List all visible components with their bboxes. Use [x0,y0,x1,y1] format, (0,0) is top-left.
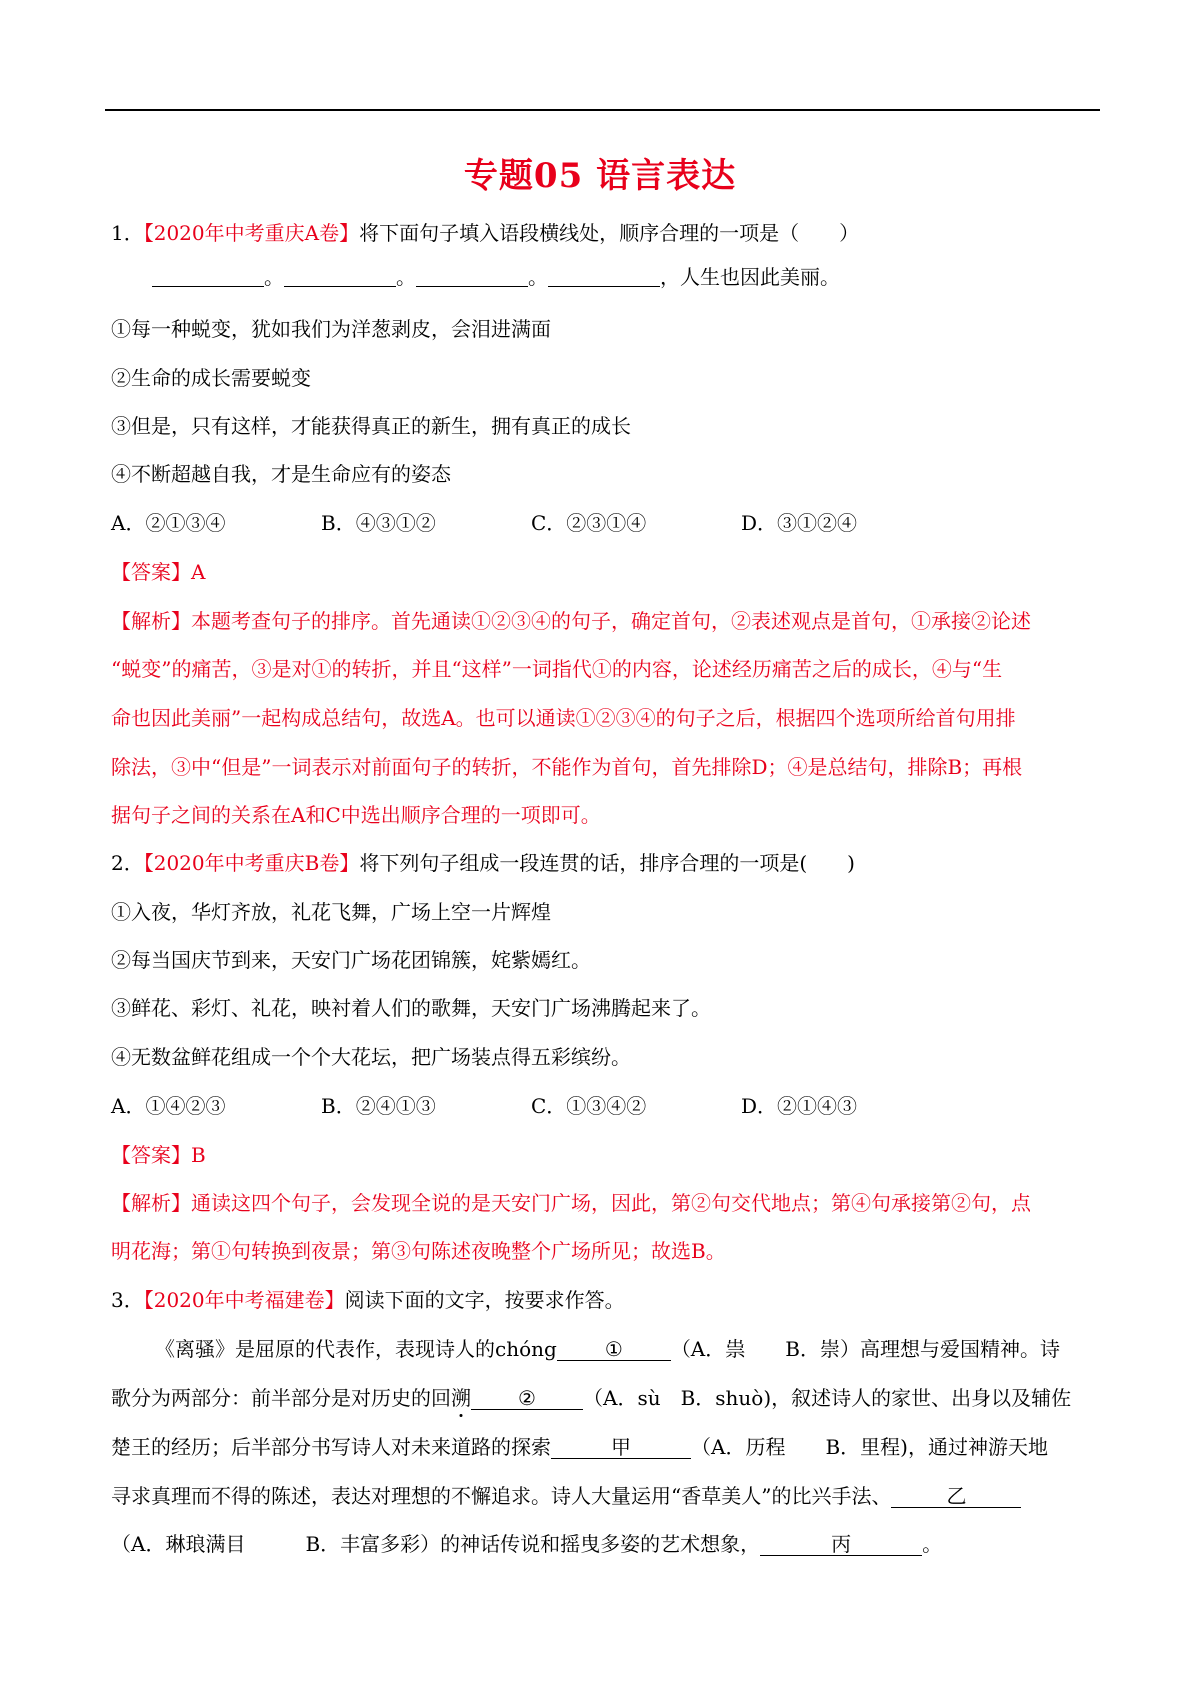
q1-sentence-3: ③但是，只有这样，才能获得真正的新生，拥有真正的成长 [111,414,631,438]
q2-sentence-2: ②每当国庆节到来，天安门广场花团锦簇，姹紫嫣红。 [111,948,591,972]
q1-analysis-line-5: 据句子之间的关系在A和C中选出顺序合理的一项即可。 [111,803,601,827]
q3-passage-text: 《离骚》是屈原的代表作，表现诗人的chóng [155,1337,557,1361]
q3-passage-line-5 [111,1533,942,1556]
q2-number: 2． [111,851,144,875]
q1-option-c: C．②③①④ [531,511,647,535]
q3-passage-line-3 [111,1436,1048,1459]
q1-blank [416,268,528,287]
q3-fill-blank-bing: 丙 [760,1533,922,1556]
q1-stem-line [111,223,859,243]
q1-blank [284,268,396,287]
q1-blank-tail: ，人生也因此美丽。 [660,265,840,289]
q1-analysis-line-1 [111,611,1031,631]
q2-options [111,1096,857,1116]
q3-passage-text: 歌分为两部分：前半部分是对历史的回 [111,1386,451,1410]
q2-stem: 将下列句子组成一段连贯的话，排序合理的一项是( ) [359,851,855,875]
q2-analysis-line-2: 明花海；第①句转换到夜景；第③句陈述夜晚整个广场所见；故选B。 [111,1239,726,1263]
q3-passage-text: （A．sù B．shuò)，叙述诗人的家世、出身以及辅佐 [583,1386,1072,1410]
q2-analysis-label: 【解析】 [111,1191,191,1215]
q1-answer-label: 【答案】 [111,560,191,584]
q1-option-d: D．③①②④ [741,511,858,535]
q3-passage-text: （A．琳琅满目 B．丰富多彩）的神话传说和摇曳多姿的艺术想象， [111,1532,761,1556]
q1-analysis-line-2: “蜕变”的痛苦，③是对①的转折，并且“这样”一词指代①的内容，论述经历痛苦之后的成长，④与“生 [111,657,1003,681]
page-title: 专题05 语言表达 [463,156,737,196]
q1-source: 【2020年中考重庆A卷】 [143,221,360,245]
q2-source: 【2020年中考重庆B卷】 [143,851,360,875]
q3-passage-text: （A．历程 B．里程)，通过神游天地 [691,1435,1048,1459]
q1-blank-sep: 。 [396,265,416,289]
q3-emphasized-char: 溯 [451,1386,471,1410]
q3-passage-text: （A．祟 B．崇）高理想与爱国精神。诗 [670,1337,1060,1361]
q2-answer-value: B [191,1143,206,1167]
q2-analysis-text: 通读这四个句子，会发现全说的是天安门广场，因此，第②句交代地点；第④句承接第②句，点 [191,1191,1031,1215]
q1-option-b: B．④③①② [321,511,436,535]
q1-blank [548,268,660,287]
q3-stem: 阅读下面的文字，按要求作答。 [344,1288,625,1312]
header-rule [105,109,1100,111]
q1-answer-value: A [191,560,206,584]
q3-passage-line-4 [111,1485,1021,1508]
q2-option-c: C．①③④② [531,1094,647,1118]
q1-sentence-2: ②生命的成长需要蜕变 [111,366,311,390]
q3-passage-text: 。 [922,1532,943,1556]
q1-analysis-line-3: 命也因此美丽”一起构成总结句，故选A。也可以通读①②③④的句子之后，根据四个选项所给首句用排 [111,706,1016,730]
q2-sentence-1: ①入夜，华灯齐放，礼花飞舞，广场上空一片辉煌 [111,900,551,924]
q1-analysis-line-4: 除法，③中“但是”一词表示对前面句子的转折，不能作为首句，首先排除D；④是总结句，排除B；再根 [111,755,1023,779]
q2-sentence-4: ④无数盆鲜花组成一个个大花坛，把广场装点得五彩缤纷。 [111,1045,631,1069]
q3-source: 【2020年中考福建卷】 [143,1288,345,1312]
q3-fill-blank-yi: 乙 [891,1485,1021,1508]
q2-answer-label: 【答案】 [111,1143,191,1167]
q1-number: 1． [111,221,144,245]
q3-number: 3． [111,1288,144,1312]
q3-stem-line [111,1290,625,1310]
q1-answer [111,562,205,582]
q3-fill-blank-2: ② [471,1387,583,1410]
q1-analysis-text: 本题考查句子的排序。首先通读①②③④的句子，确定首句，②表述观点是首句，①承接②论述 [191,609,1031,633]
q2-option-a: A．①④②③ [111,1094,226,1118]
q2-option-b: B．②④①③ [321,1094,436,1118]
q2-answer [111,1145,206,1165]
q1-analysis-label: 【解析】 [111,609,191,633]
q1-blank-line [152,267,840,287]
q3-passage-line-2 [111,1387,1071,1410]
q1-blank-sep: 。 [264,265,284,289]
q2-analysis-line-1 [111,1193,1031,1213]
q1-sentence-1: ①每一种蜕变，犹如我们为洋葱剥皮，会泪进满面 [111,317,551,341]
q3-fill-blank-1: ① [557,1338,671,1361]
q1-stem: 将下面句子填入语段横线处，顺序合理的一项是（ ） [359,221,860,245]
q2-stem-line [111,853,855,873]
q3-passage-text: 楚王的经历；后半部分书写诗人对未来道路的探索 [111,1435,551,1459]
q2-option-d: D．②①④③ [741,1094,858,1118]
q1-blank-sep: 。 [528,265,548,289]
q1-options [111,513,857,533]
q3-passage-line-1 [155,1338,1060,1361]
q3-fill-blank-jia: 甲 [551,1436,691,1459]
q1-blank [152,268,264,287]
q2-sentence-3: ③鲜花、彩灯、礼花，映衬着人们的歌舞，天安门广场沸腾起来了。 [111,996,711,1020]
q3-passage-text: 寻求真理而不得的陈述，表达对理想的不懈追求。诗人大量运用“香草美人”的比兴手法、 [111,1484,892,1508]
q1-sentence-4: ④不断超越自我，才是生命应有的姿态 [111,462,451,486]
q1-option-a: A．②①③④ [111,511,226,535]
